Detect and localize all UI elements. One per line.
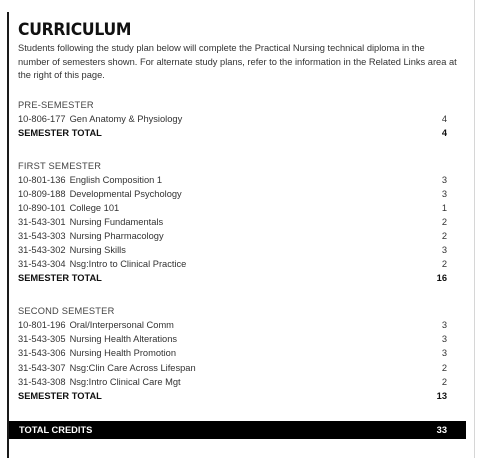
course-code: 31-543-306 — [18, 348, 66, 359]
course-credits: 3 — [441, 348, 447, 359]
course-name: College 101 — [69, 202, 120, 213]
course-credits: 3 — [441, 245, 447, 256]
course-row — [18, 112, 447, 126]
course-row — [18, 215, 447, 229]
course-name: Nursing Skills — [69, 245, 126, 256]
left-border-rule — [7, 12, 9, 458]
course-row — [18, 361, 447, 375]
course-row — [18, 375, 447, 389]
course-name: Gen Anatomy & Physiology — [69, 113, 183, 124]
course-row — [18, 173, 447, 187]
section-pre-semester — [18, 98, 468, 140]
course-code: 31-543-305 — [18, 334, 66, 345]
semester-total-label: SEMESTER TOTAL — [18, 273, 102, 284]
course-name: English Composition 1 — [69, 174, 163, 185]
course-name: Nsg:Intro Clinical Care Mgt — [69, 376, 181, 387]
course-code: 31-543-302 — [18, 245, 66, 256]
course-credits: 2 — [441, 362, 447, 373]
total-credits-bar — [9, 421, 466, 439]
course-credits: 3 — [441, 334, 447, 345]
course-title — [18, 229, 164, 243]
section-heading: PRE-SEMESTER — [18, 99, 94, 110]
total-credits-label: TOTAL CREDITS — [19, 425, 93, 435]
course-row — [18, 346, 447, 360]
course-credits: 3 — [441, 188, 447, 199]
course-credits: 3 — [441, 320, 447, 331]
course-name: Nursing Health Alterations — [69, 334, 178, 345]
intro-text: Students following the study plan below will complete the Practical Nursing technical diploma in the number of semesters shown. For alternate study plans, refer to the information in the Related Links area at the right of this page. — [18, 43, 457, 80]
course-title — [18, 243, 126, 257]
course-title — [18, 112, 182, 126]
course-code: 10-806-177 — [18, 113, 66, 124]
semester-total-row — [18, 389, 447, 403]
course-code: 31-543-304 — [18, 259, 66, 270]
course-name: Nsg:Clin Care Across Lifespan — [69, 362, 196, 373]
course-title — [18, 257, 186, 271]
course-code: 10-809-188 — [18, 188, 66, 199]
semester-total-value: 4 — [441, 127, 447, 138]
semester-total-label: SEMESTER TOTAL — [18, 127, 102, 138]
course-title — [18, 215, 163, 229]
course-title — [18, 361, 196, 375]
course-credits: 2 — [441, 376, 447, 387]
course-name: Nsg:Intro to Clinical Practice — [69, 259, 187, 270]
course-name: Oral/Interpersonal Comm — [69, 320, 174, 331]
course-name: Nursing Pharmacology — [69, 230, 164, 241]
semester-total-label: SEMESTER TOTAL — [18, 390, 102, 401]
section-heading: SECOND SEMESTER — [18, 306, 115, 317]
total-credits-value: 33 — [436, 425, 447, 435]
course-title — [18, 173, 162, 187]
section-second-semester — [18, 304, 468, 402]
course-row — [18, 243, 447, 257]
semester-total-value: 13 — [436, 390, 447, 401]
course-credits: 2 — [441, 216, 447, 227]
course-row — [18, 229, 447, 243]
course-credits: 4 — [441, 113, 447, 124]
page-title: CURRICULUM — [18, 20, 132, 40]
semester-total-value: 16 — [436, 273, 447, 284]
section-first-semester — [18, 159, 468, 286]
right-border-rule — [474, 0, 475, 458]
course-code: 31-543-308 — [18, 376, 66, 387]
course-name: Nursing Fundamentals — [69, 216, 164, 227]
section-heading: FIRST SEMESTER — [18, 160, 102, 171]
semester-total-row — [18, 271, 447, 285]
course-credits: 2 — [441, 230, 447, 241]
semester-total-row — [18, 126, 447, 140]
course-code: 31-543-307 — [18, 362, 66, 373]
course-title — [18, 187, 182, 201]
course-row — [18, 187, 447, 201]
course-name: Nursing Health Promotion — [69, 348, 177, 359]
course-title — [18, 332, 177, 346]
curriculum-content — [18, 20, 468, 403]
course-row — [18, 332, 447, 346]
course-credits: 3 — [441, 174, 447, 185]
course-credits: 1 — [441, 202, 447, 213]
course-code: 31-543-301 — [18, 216, 66, 227]
course-code: 10-890-101 — [18, 202, 66, 213]
course-code: 10-801-196 — [18, 320, 66, 331]
course-row — [18, 201, 447, 215]
course-code: 10-801-136 — [18, 174, 66, 185]
course-row — [18, 318, 447, 332]
course-code: 31-543-303 — [18, 230, 66, 241]
course-credits: 2 — [441, 259, 447, 270]
course-title — [18, 375, 181, 389]
course-title — [18, 201, 119, 215]
course-name: Developmental Psychology — [69, 188, 182, 199]
course-title — [18, 346, 176, 360]
course-row — [18, 257, 447, 271]
course-title — [18, 318, 174, 332]
